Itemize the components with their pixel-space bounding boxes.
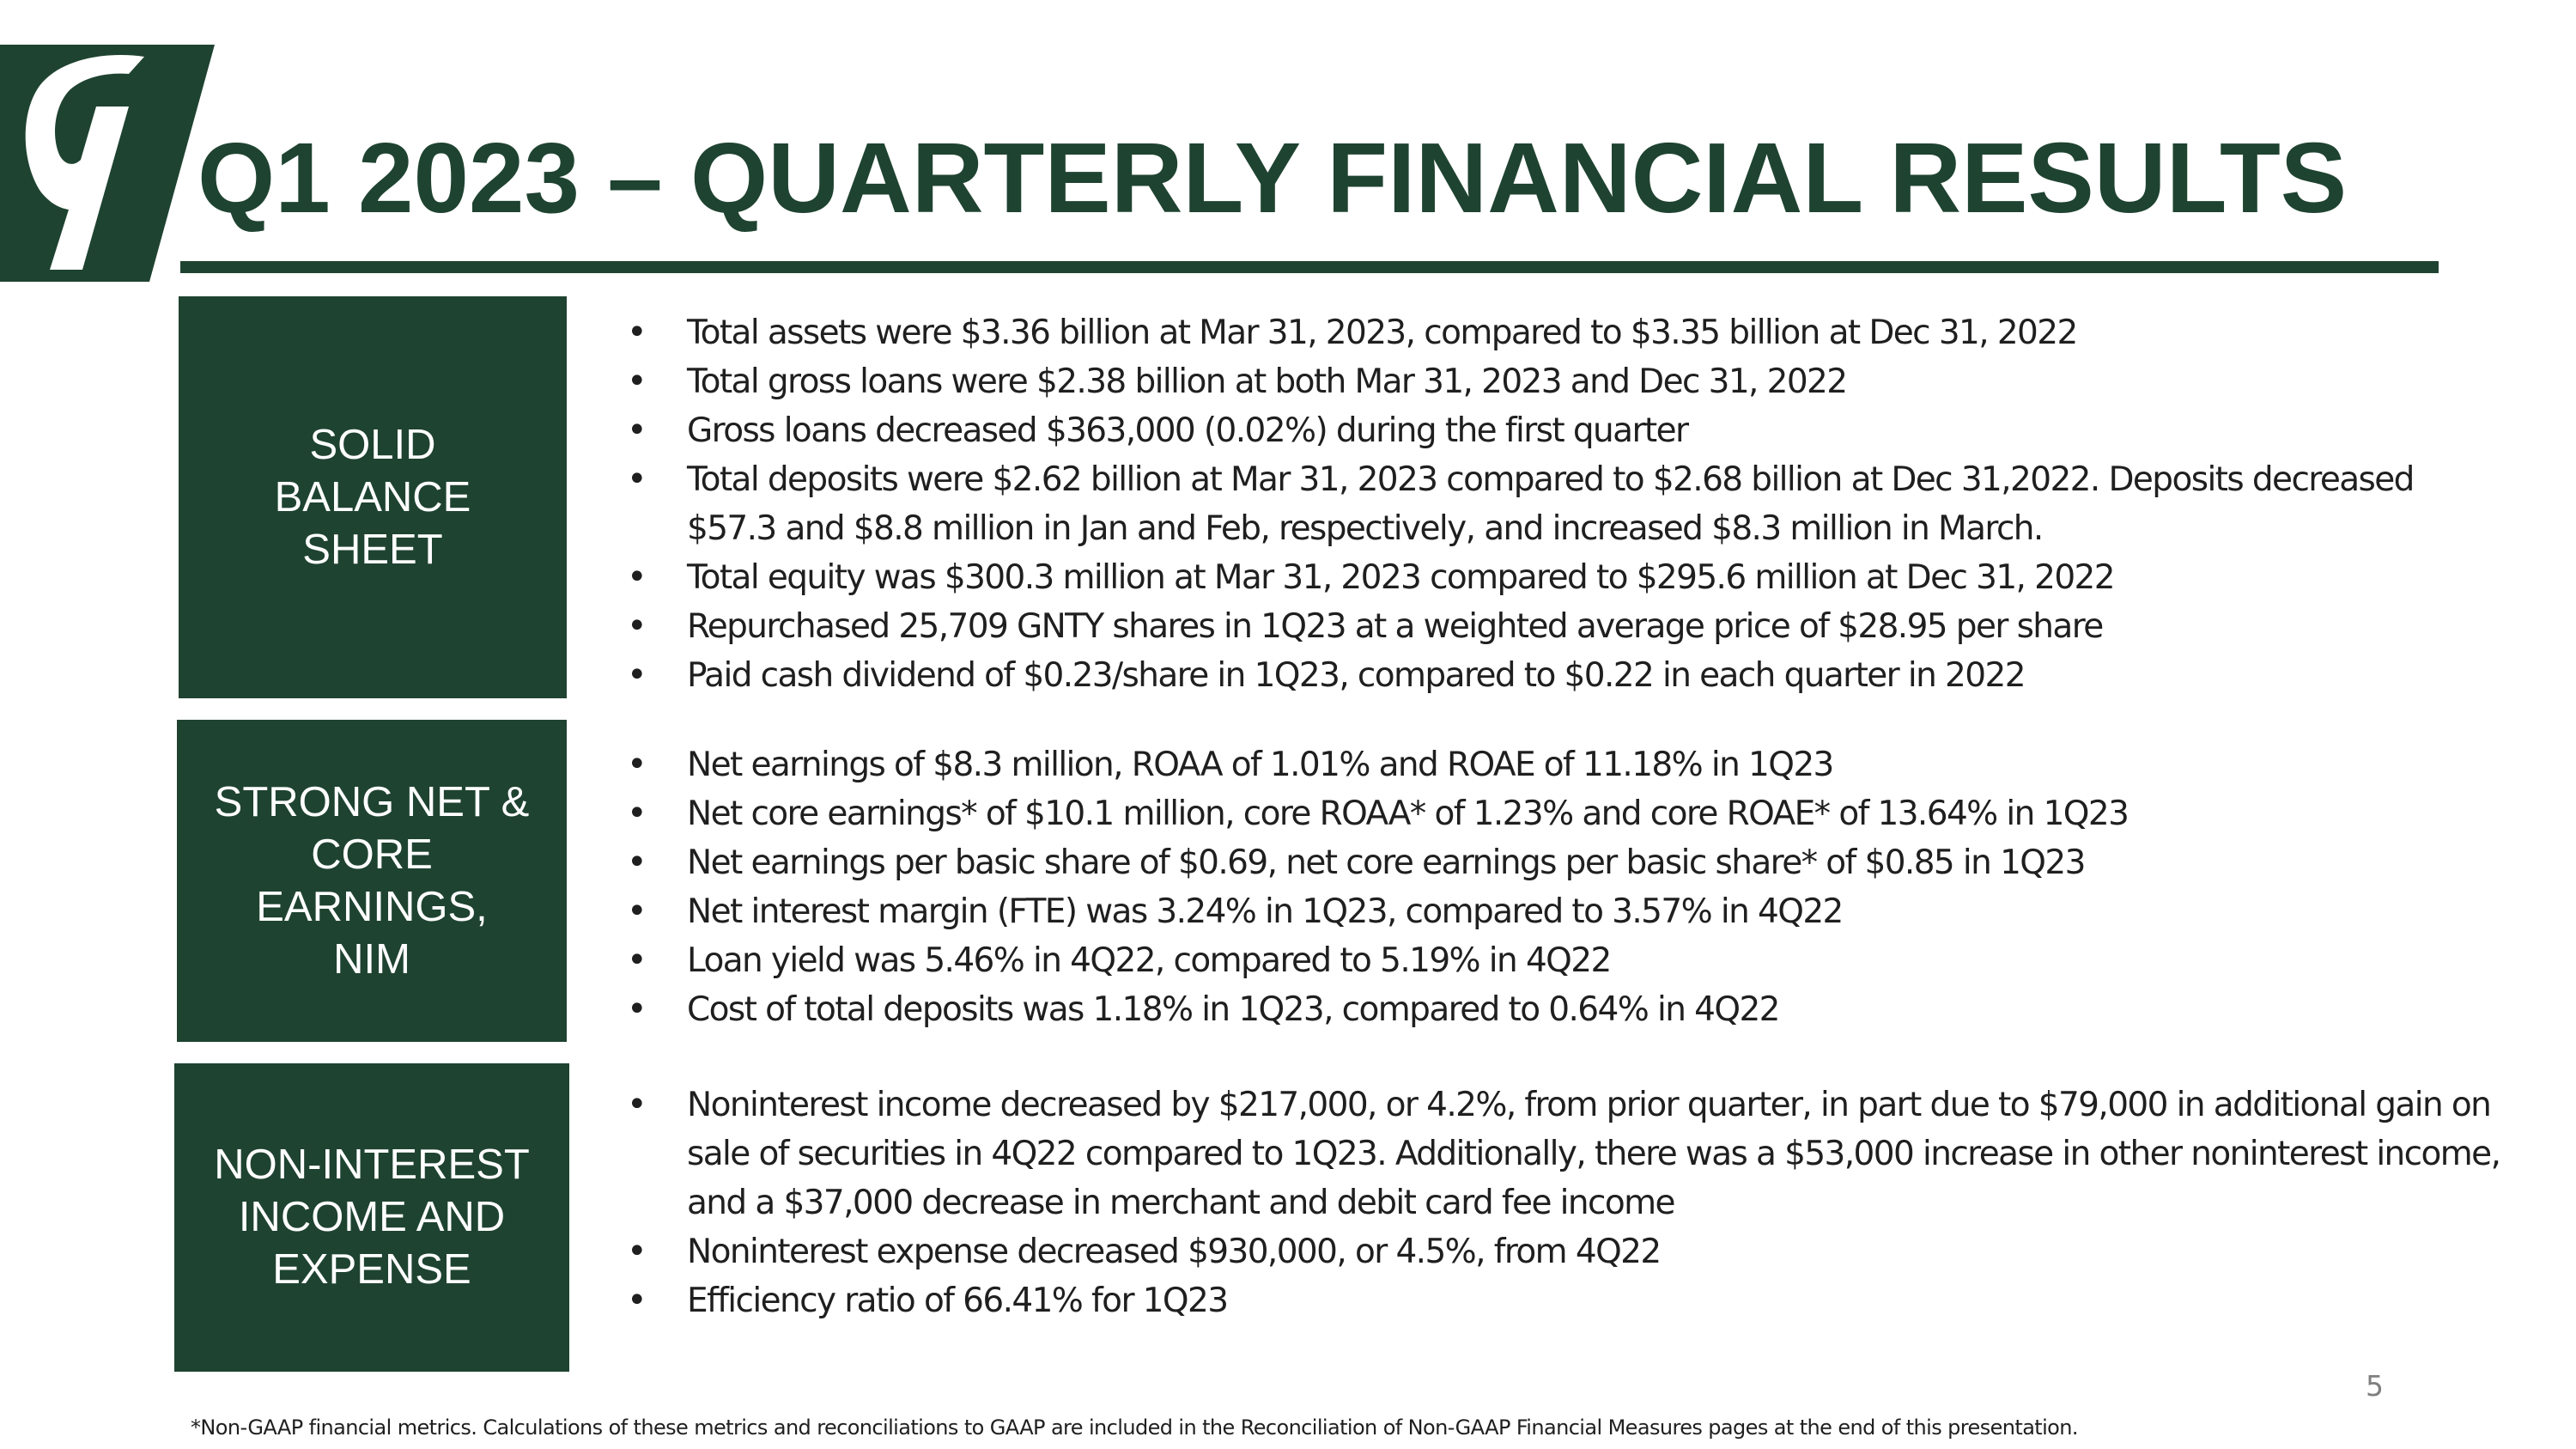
bullet-item: • Total equity was $300.3 million at Mar 31, 2023 compared to $295.6 million at Dec 31, 2022 — [618, 553, 2490, 602]
section-label-noninterest — [174, 1063, 569, 1372]
bullet-item: • Noninterest expense decreased $930,000, or 4.5%, from 4Q22 — [618, 1227, 2550, 1276]
bullet-item: • Total gross loans were $2.38 billion at both Mar 31, 2023 and Dec 31, 2022 — [618, 357, 2490, 406]
page-number: 5 — [2366, 1369, 2384, 1403]
bullet-item: • Gross loans decreased $363,000 (0.02%) during the first quarter — [618, 406, 2490, 455]
balance-sheet-bullet-list — [618, 308, 2490, 700]
bullet-item: • Net interest margin (FTE) was 3.24% in 1Q23, compared to 3.57% in 4Q22 — [618, 887, 2490, 936]
guaranty-g-logo-icon — [0, 45, 215, 282]
bullet-item: • Paid cash dividend of $0.23/share in 1Q23, compared to $0.22 in each quarter in 2022 — [618, 651, 2490, 700]
bullet-item: • Loan yield was 5.46% in 4Q22, compared to 5.19% in 4Q22 — [618, 936, 2490, 985]
noninterest-bullet-list — [618, 1081, 2550, 1325]
title-divider — [180, 261, 2439, 273]
bullet-item: • Repurchased 25,709 GNTY shares in 1Q23 at a weighted average price of $28.95 per share — [618, 602, 2490, 651]
earnings-bullet-list — [618, 740, 2490, 1034]
section-label-text: NON-INTEREST INCOME AND EXPENSE — [214, 1142, 530, 1293]
section-label-text: SOLID BALANCE SHEET — [274, 421, 471, 573]
section-label-earnings — [177, 720, 567, 1042]
section-label-balance-sheet — [179, 296, 567, 698]
footnote: *Non-GAAP financial metrics. Calculations of these metrics and reconciliations to GAAP are included in the Reconciliation of Non-GAAP Financial Measures pages at the end of this presentation. — [191, 1416, 2078, 1440]
bullet-item: • Net earnings per basic share of $0.69, net core earnings per basic share* of $0.85 in 1Q23 — [618, 838, 2490, 887]
bullet-item: • Net earnings of $8.3 million, ROAA of 1.01% and ROAE of 11.18% in 1Q23 — [618, 740, 2490, 789]
bullet-item: • Noninterest income decreased by $217,000, or 4.2%, from prior quarter, in part due to $79,000 in additional gain on sale of securities in 4Q22 compared to 1Q23. Additionally, there was a $53,000 increase in other noninterest income, and a $37,000 decrease in merchant and debit card fee income — [618, 1081, 2550, 1227]
page-title: Q1 2023 – QUARTERLY FINANCIAL RESULTS — [197, 122, 2348, 234]
bullet-item: • Cost of total deposits was 1.18% in 1Q23, compared to 0.64% in 4Q22 — [618, 985, 2490, 1034]
bullet-item: • Total deposits were $2.62 billion at Mar 31, 2023 compared to $2.68 billion at Dec 31,2022. Deposits decreased $57.3 and $8.8 million in Jan and Feb, respectively, and increased $8.3 million in March. — [618, 455, 2490, 553]
bullet-item: • Net core earnings* of $10.1 million, core ROAA* of 1.23% and core ROAE* of 13.64% in 1Q23 — [618, 789, 2490, 838]
section-label-text: STRONG NET & CORE EARNINGS, NIM — [214, 778, 530, 983]
bullet-item: • Efficiency ratio of 66.41% for 1Q23 — [618, 1276, 2550, 1325]
bullet-item: • Total assets were $3.36 billion at Mar 31, 2023, compared to $3.35 billion at Dec 31, 2022 — [618, 308, 2490, 357]
